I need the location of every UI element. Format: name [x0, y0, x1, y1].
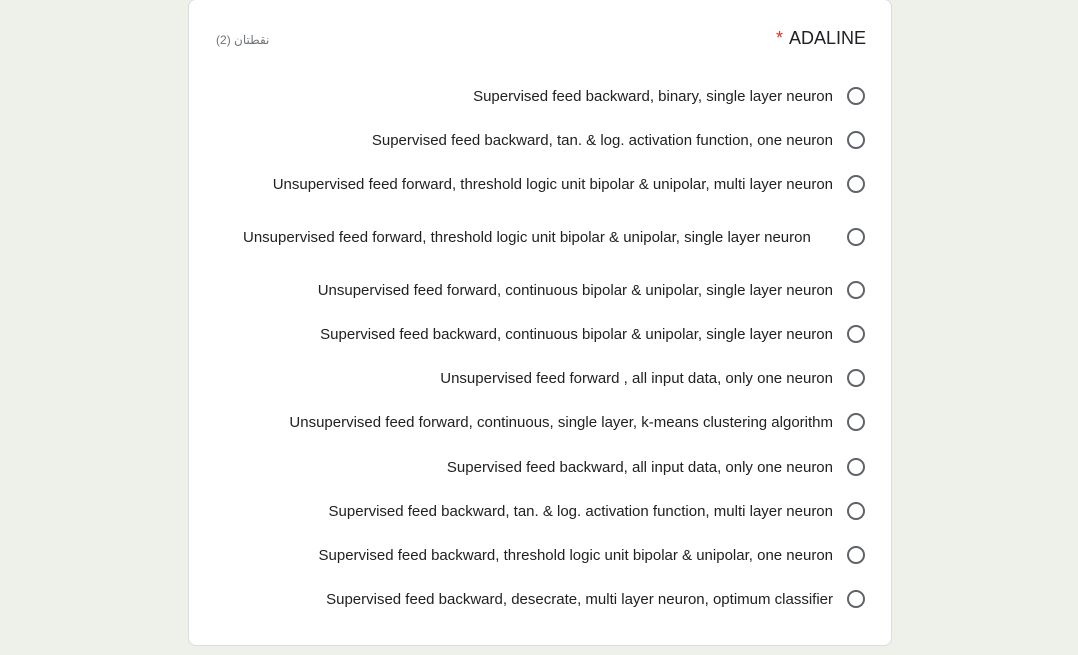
radio-unchecked-icon[interactable] — [847, 175, 865, 193]
option-8[interactable] — [189, 411, 891, 433]
option-7[interactable] — [189, 367, 891, 389]
option-label: Unsupervised feed forward, threshold logic unit bipolar & unipolar, single layer neuron — [243, 228, 811, 246]
option-label: Supervised feed backward, threshold logic unit bipolar & unipolar, one neuron — [318, 546, 833, 564]
required-asterisk: * — [775, 28, 783, 48]
radio-unchecked-icon[interactable] — [847, 502, 865, 520]
option-label: Supervised feed backward, all input data, only one neuron — [446, 458, 833, 476]
option-4[interactable] — [189, 216, 891, 258]
radio-unchecked-icon[interactable] — [847, 546, 865, 564]
option-5[interactable] — [189, 279, 891, 301]
question-title — [776, 28, 866, 49]
question-title-text: ADALINE — [788, 28, 866, 48]
option-label: Supervised feed backward, continuous bipolar & unipolar, single layer neuron — [320, 325, 833, 343]
option-2[interactable] — [189, 129, 891, 151]
radio-unchecked-icon[interactable] — [847, 131, 865, 149]
option-9[interactable] — [189, 456, 891, 478]
option-10[interactable] — [189, 500, 891, 522]
option-12[interactable] — [189, 588, 891, 610]
question-header — [189, 28, 891, 54]
question-points: نقطتان (2) — [216, 33, 270, 47]
radio-unchecked-icon[interactable] — [847, 413, 865, 431]
option-label: Unsupervised feed forward, continuous, single layer, k-means clustering algorithm — [289, 413, 833, 431]
option-label: Supervised feed backward, desecrate, multi layer neuron, optimum classifier — [326, 590, 833, 608]
option-label: Unsupervised feed forward, threshold logic unit bipolar & unipolar, multi layer neuron — [272, 175, 833, 193]
option-label: Unsupervised feed forward , all input data, only one neuron — [440, 369, 833, 387]
radio-unchecked-icon[interactable] — [847, 458, 865, 476]
radio-unchecked-icon[interactable] — [847, 590, 865, 608]
option-label: Supervised feed backward, tan. & log. activation function, multi layer neuron — [328, 502, 833, 520]
option-3[interactable] — [189, 173, 891, 195]
option-1[interactable] — [189, 85, 891, 107]
option-6[interactable] — [189, 323, 891, 345]
radio-unchecked-icon[interactable] — [847, 228, 865, 246]
radio-unchecked-icon[interactable] — [847, 87, 865, 105]
option-label: Supervised feed backward, binary, single layer neuron — [473, 87, 833, 105]
option-label: Unsupervised feed forward, continuous bipolar & unipolar, single layer neuron — [317, 281, 833, 299]
option-label: Supervised feed backward, tan. & log. activation function, one neuron — [371, 131, 833, 149]
radio-unchecked-icon[interactable] — [847, 281, 865, 299]
radio-unchecked-icon[interactable] — [847, 325, 865, 343]
question-card — [188, 0, 892, 646]
option-11[interactable] — [189, 544, 891, 566]
radio-unchecked-icon[interactable] — [847, 369, 865, 387]
